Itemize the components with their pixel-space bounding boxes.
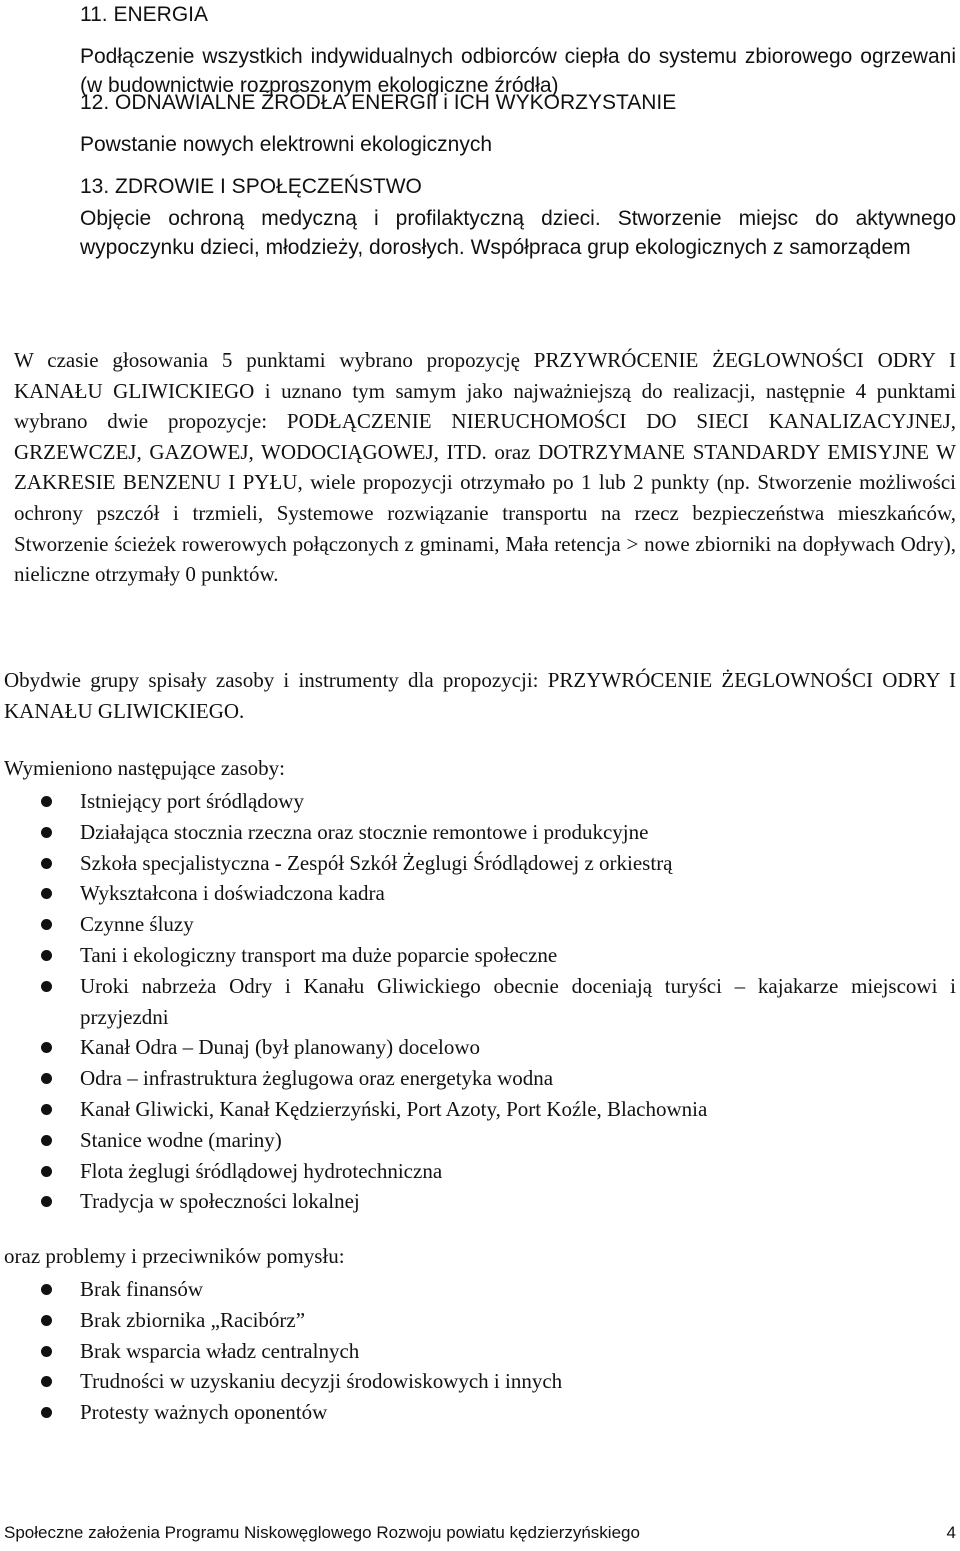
problems-list <box>0 1274 960 1428</box>
list-item-text: Stanice wodne (mariny) <box>80 1127 282 1152</box>
list-item <box>0 971 960 1033</box>
list-item <box>0 909 960 940</box>
bullet-icon <box>41 827 52 838</box>
list-item <box>0 1186 960 1217</box>
list-item-text: Uroki nabrzeża Odry i Kanału Gliwickiego obecnie doceniają turyści – kajakarze miejscowi i przyjezdni <box>80 973 956 1029</box>
list-item <box>0 1274 960 1305</box>
bullet-icon <box>41 1042 52 1053</box>
list-item <box>0 1366 960 1397</box>
bullet-icon <box>41 1104 52 1115</box>
list-item-text: Wykształcona i doświadczona kadra <box>80 881 385 906</box>
bullet-icon <box>41 796 52 807</box>
section-energy <box>80 0 956 101</box>
page-number: 4 <box>946 1523 956 1542</box>
list-item-text: Działająca stocznia rzeczna oraz stocznie remontowe i produkcyjne <box>80 819 649 844</box>
section-text: Podłączenie wszystkich indywidualnych odbiorców ciepła do systemu zbiorowego ogrzewani (w budownictwie rozproszonym ekologiczne źródła) <box>80 44 956 97</box>
list-item <box>0 1125 960 1156</box>
list-item-text: Czynne śluzy <box>80 912 194 937</box>
both-groups-paragraph: Obydwie grupy spisały zasoby i instrumenty dla propozycji: PRZYWRÓCENIE ŻEGLOWNOŚCI ODRY I KANAŁU GLIWICKIEGO. <box>4 668 956 723</box>
list-item-text: Kanał Gliwicki, Kanał Kędzierzyński, Port Azoty, Port Koźle, Blachownia <box>80 1096 708 1121</box>
list-item-text: Brak wsparcia władz centralnych <box>80 1338 360 1363</box>
list-item-text: Tradycja w społeczności lokalnej <box>80 1189 360 1214</box>
resources-heading: Wymieniono następujące zasoby: <box>4 756 285 780</box>
bullet-icon <box>41 1346 52 1357</box>
section-health <box>80 172 956 263</box>
page-footer <box>4 1522 956 1544</box>
bullet-icon <box>41 981 52 992</box>
section-heading: 12. ODNAWIALNE ŹRÓDŁA ENERGII i ICH WYKORZYSTANIE <box>80 91 677 114</box>
list-item <box>0 1336 960 1367</box>
list-item <box>0 817 960 848</box>
section-renewables <box>80 88 956 159</box>
list-item-text: Flota żeglugi śródlądowej hydrotechniczna <box>80 1158 443 1183</box>
bullet-icon <box>41 1166 52 1177</box>
list-item <box>0 1156 960 1187</box>
list-item-text: Brak zbiornika „Racibórz” <box>80 1307 306 1332</box>
footer-title: Społeczne założenia Programu Niskowęglowego Rozwoju powiatu kędzierzyńskiego <box>4 1523 640 1542</box>
list-item-text: Kanał Odra – Dunaj (był planowany) docelowo <box>80 1035 481 1060</box>
bullet-icon <box>41 858 52 869</box>
resources-list <box>0 786 960 1217</box>
section-text: Powstanie nowych elektrowni ekologicznych <box>80 132 493 156</box>
bullet-icon <box>41 919 52 930</box>
list-item <box>0 1094 960 1125</box>
list-item <box>0 1032 960 1063</box>
section-heading: 13. ZDROWIE I SPOŁĘCZEŃSTWO <box>80 175 422 198</box>
list-item <box>0 848 960 879</box>
section-text: Objęcie ochroną medyczną i profilaktyczną dzieci. Stworzenie miejsc do aktywnego wypoczynku dzieci, młodzieży, dorosłych. Współpraca grup ekologicznych z samorządem <box>80 206 956 259</box>
list-item-text: Protesty ważnych oponentów <box>80 1400 328 1425</box>
list-item <box>0 878 960 909</box>
list-item <box>0 940 960 971</box>
list-item <box>0 1063 960 1094</box>
section-heading: 11. ENERGIA <box>80 3 208 26</box>
list-item <box>0 1397 960 1428</box>
bullet-icon <box>41 1315 52 1326</box>
bullet-icon <box>41 950 52 961</box>
bullet-icon <box>41 1284 52 1295</box>
bullet-icon <box>41 888 52 899</box>
bullet-icon <box>41 1407 52 1418</box>
list-item <box>0 1305 960 1336</box>
list-item-text: Tani i ekologiczny transport ma duże poparcie społeczne <box>80 942 558 967</box>
bullet-icon <box>41 1196 52 1207</box>
list-item-text: Trudności w uzyskaniu decyzji środowiskowych i innych <box>80 1369 563 1394</box>
list-item-text: Istniejący port śródlądowy <box>80 789 304 813</box>
list-item-text: Brak finansów <box>80 1277 204 1301</box>
voting-paragraph: W czasie głosowania 5 punktami wybrano propozycję PRZYWRÓCENIE ŻEGLOWNOŚCI ODRY I KANAŁU GLIWICKIEGO i uznano tym samym jako najważniejszą do realizacji, następnie 4 punktami wybrano dwie propozycje: PODŁĄCZENIE NIERUCHOMOŚCI DO SIECI KANALIZACYJNEJ, GRZEWCZEJ, GAZOWEJ, WODOCIĄGOWEJ, ITD. oraz DOTRZYMANE STANDARDY EMISYJNE W ZAKRESIE BENZENU I PYŁU, wiele propozycji otrzymało po 1 lub 2 punkty (np. Stworzenie możliwości ochrony pszczół i trzmieli, Systemowe rozwiązanie transportu na rzecz bezpieczeństwa mieszkańców, Stworzenie ścieżek rowerowych połączonych z gminami, Mała retencja > nowe zbiorniki na dopływach Odry), nieliczne otrzymały 0 punktów. <box>14 348 956 587</box>
list-item-text: Szkoła specjalistyczna - Zespół Szkół Żeglugi Śródlądowej z orkiestrą <box>80 850 673 875</box>
list-item <box>0 786 960 817</box>
problems-heading: oraz problemy i przeciwników pomysłu: <box>4 1244 345 1268</box>
bullet-icon <box>41 1135 52 1146</box>
list-item-text: Odra – infrastruktura żeglugowa oraz energetyka wodna <box>80 1066 554 1091</box>
bullet-icon <box>41 1073 52 1084</box>
bullet-icon <box>41 1376 52 1387</box>
